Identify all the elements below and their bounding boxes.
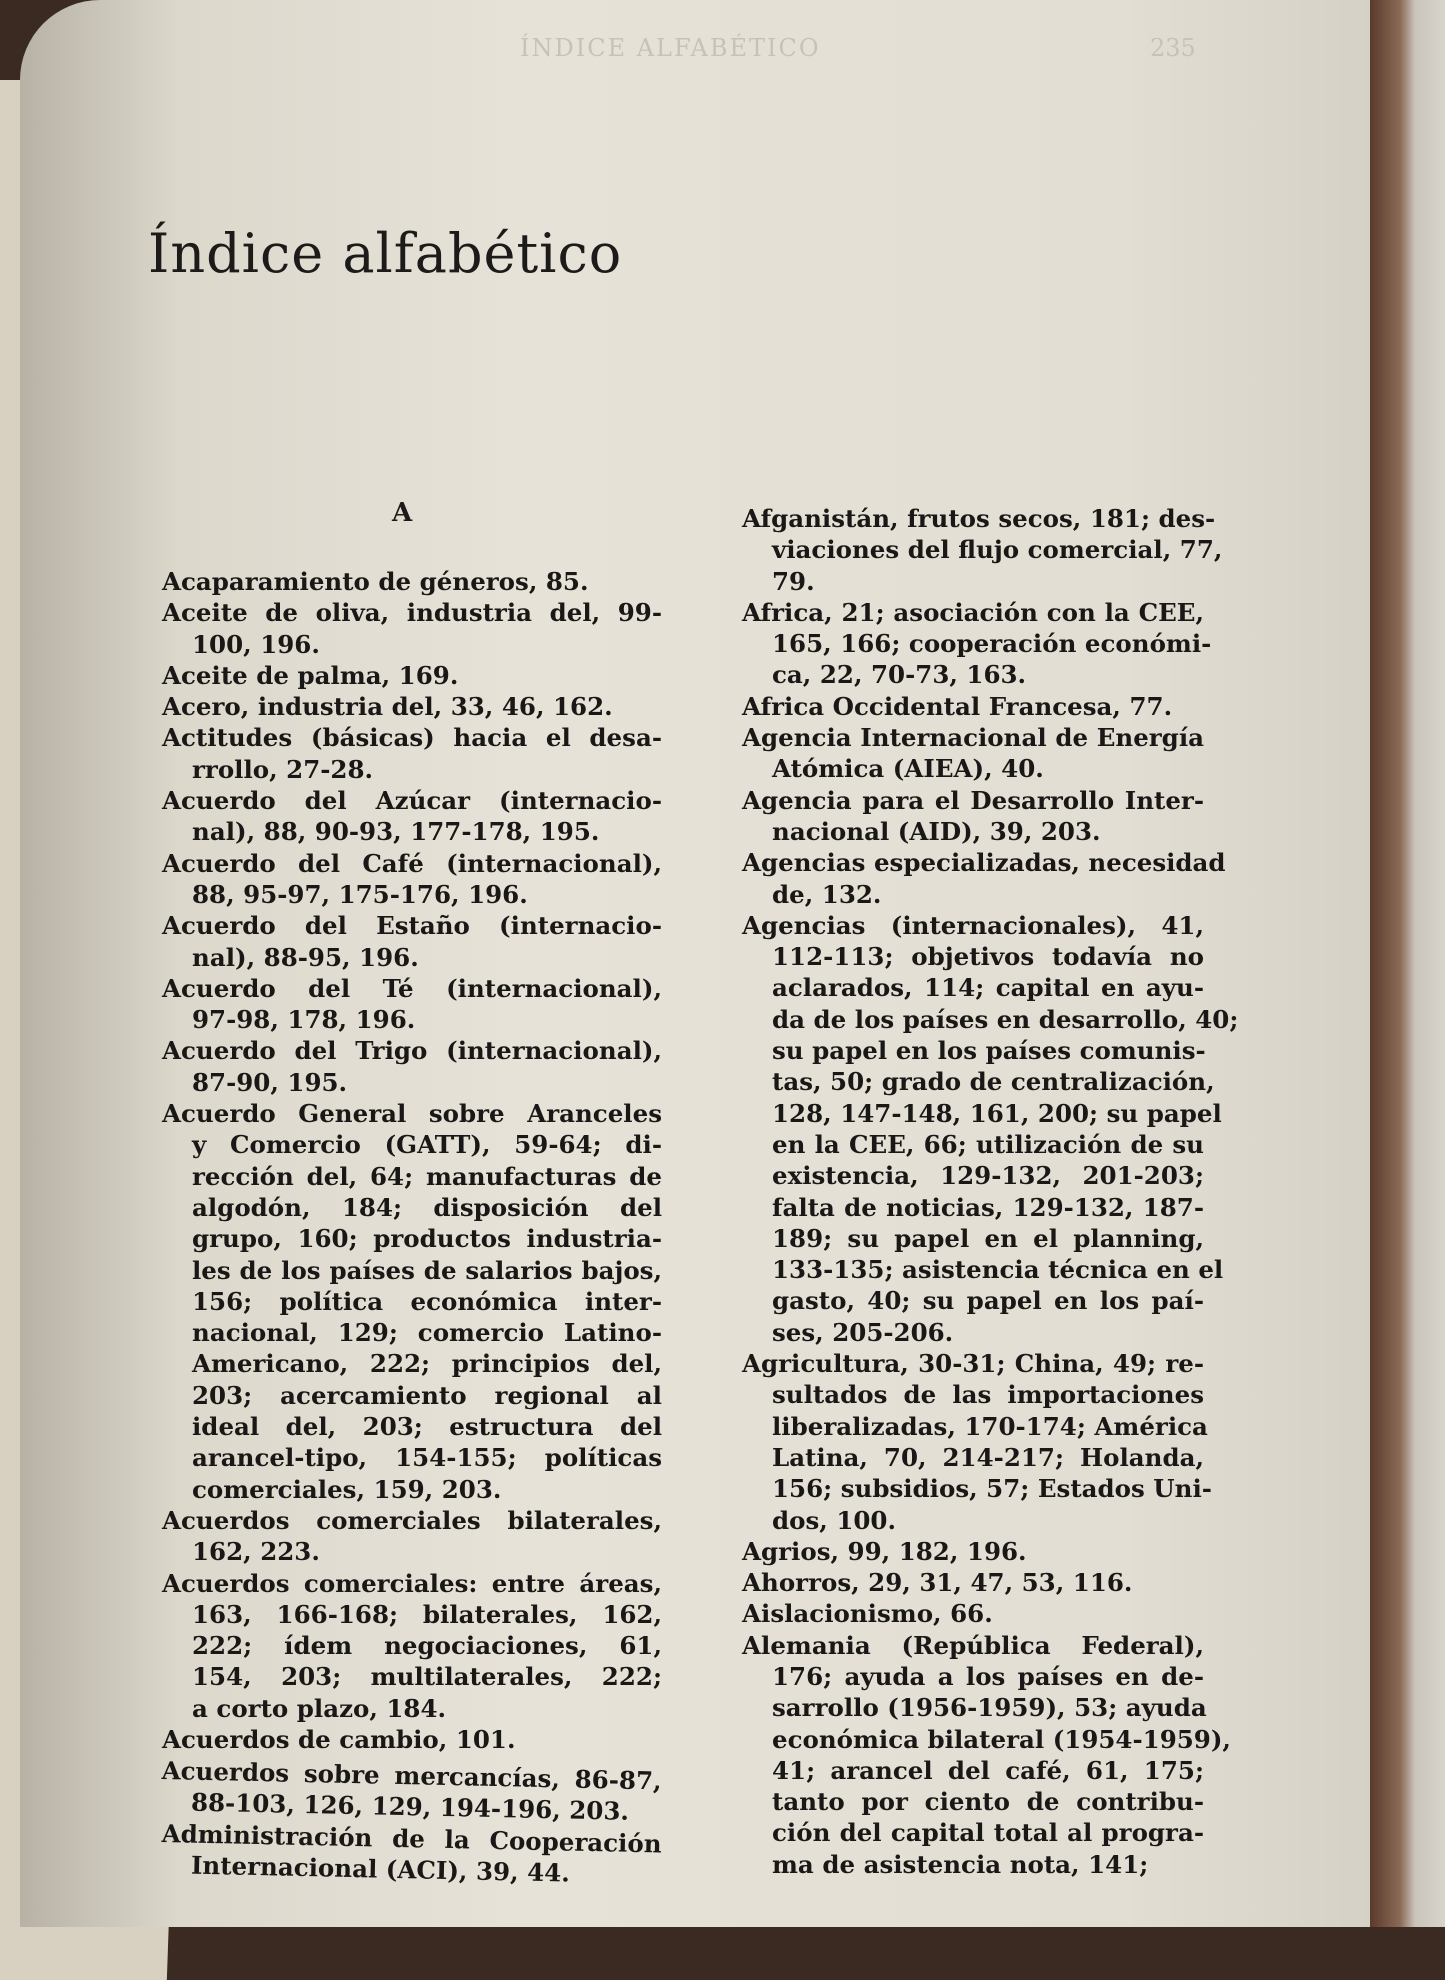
index-entry bbox=[162, 1035, 662, 1098]
index-entry-term: Actitudes (básicas) hacia el desa- bbox=[162, 723, 662, 753]
index-entry-continuation: tanto por ciento de contribu- bbox=[772, 1787, 1204, 1817]
index-entry-continuation: 203; acercamiento regional al bbox=[192, 1380, 662, 1410]
index-column-right bbox=[742, 503, 1239, 1880]
index-entry-continuation: liberalizadas, 170-174; América bbox=[772, 1411, 1208, 1441]
index-entry bbox=[162, 566, 662, 597]
section-letter: A bbox=[392, 498, 413, 528]
index-entry-term: Agencias especializadas, necesidad bbox=[742, 848, 1226, 878]
index-entry-continuation: 156; política económica inter- bbox=[192, 1286, 662, 1316]
index-entry-continuation: a corto plazo, 184. bbox=[192, 1693, 447, 1723]
index-entry-term: Afganistán, frutos secos, 181; des- bbox=[742, 504, 1216, 533]
index-entry-continuation: 79. bbox=[772, 566, 815, 596]
index-entry-term: Acuerdo General sobre Aranceles bbox=[162, 1099, 662, 1129]
book-page bbox=[20, 0, 1370, 1927]
index-entry-continuation: dos, 100. bbox=[772, 1505, 896, 1535]
index-entry-continuation: Latina, 70, 214-217; Holanda, bbox=[772, 1442, 1204, 1472]
index-entry bbox=[742, 1598, 1204, 1629]
index-entry-continuation: rección del, 64; manufacturas de bbox=[192, 1161, 662, 1191]
index-entry-term: Acuerdo del Azúcar (internacio- bbox=[162, 786, 662, 816]
index-entry-continuation: 41; arancel del café, 61, 175; bbox=[772, 1755, 1204, 1785]
index-entry-continuation: ses, 205-206. bbox=[772, 1317, 954, 1347]
index-entry-term: Africa, 21; asociación con la CEE, bbox=[742, 597, 1204, 627]
index-entry-term: Acuerdo del Té (internacional), bbox=[162, 973, 662, 1003]
index-entry-continuation: 154, 203; multilaterales, 222; bbox=[192, 1662, 662, 1692]
index-entry-continuation: viaciones del flujo comercial, 77, bbox=[772, 535, 1223, 565]
index-entry bbox=[162, 910, 662, 973]
index-entry-term: Ahorros, 29, 31, 47, 53, 116. bbox=[742, 1568, 1133, 1598]
page-title: Índice alfabético bbox=[148, 222, 623, 285]
index-entry bbox=[742, 785, 1204, 848]
index-entry bbox=[742, 691, 1204, 722]
index-entry-continuation: 162, 223. bbox=[192, 1537, 320, 1567]
index-entry-term: Acuerdo del Café (internacional), bbox=[162, 848, 662, 878]
index-entry-term: Agencias (internacionales), 41, bbox=[742, 910, 1204, 940]
index-entry bbox=[161, 1818, 662, 1891]
index-entry-term: Agricultura, 30-31; China, 49; re- bbox=[742, 1349, 1204, 1379]
index-entry-term: Acuerdos comerciales bilaterales, bbox=[162, 1505, 662, 1535]
index-entry-term: Agencia Internacional de Energía bbox=[742, 723, 1204, 753]
index-entry-continuation: ción del capital total al progra- bbox=[772, 1818, 1204, 1848]
page-number: 235 bbox=[1150, 34, 1196, 62]
index-entry-term: Acuerdos comerciales: entre áreas, bbox=[162, 1568, 662, 1598]
index-entry-term: Agrios, 99, 182, 196. bbox=[742, 1536, 1027, 1566]
index-entry-continuation: 100, 196. bbox=[192, 629, 320, 659]
index-entry-continuation: nal), 88, 90-93, 177-178, 195. bbox=[192, 817, 600, 847]
index-entry-continuation: falta de noticias, 129-132, 187- bbox=[772, 1192, 1204, 1222]
index-entry-continuation: sultados de las importaciones bbox=[772, 1380, 1204, 1410]
index-entry-continuation: 163, 166-168; bilaterales, 162, bbox=[192, 1599, 662, 1629]
index-entry-term: Aceite de oliva, industria del, 99- bbox=[162, 598, 662, 628]
index-entry-continuation: aclarados, 114; capital en ayu- bbox=[772, 973, 1204, 1003]
index-entry bbox=[162, 722, 662, 785]
index-entry-term: Acuerdo del Estaño (internacio- bbox=[162, 911, 662, 941]
index-entry-term: Alemania (República Federal), bbox=[742, 1630, 1204, 1660]
index-entry-continuation: ma de asistencia nota, 141; bbox=[772, 1849, 1149, 1879]
index-entry-term: Acero, industria del, 33, 46, 162. bbox=[162, 692, 613, 722]
index-entry-continuation: en la CEE, 66; utilización de su bbox=[772, 1129, 1204, 1159]
index-entry-continuation: rrollo, 27-28. bbox=[192, 754, 374, 784]
index-entry-continuation: económica bilateral (1954-1959), bbox=[772, 1724, 1231, 1754]
index-entry-continuation: les de los países de salarios bajos, bbox=[192, 1255, 662, 1285]
index-entry-continuation: su papel en los países comunis- bbox=[772, 1036, 1206, 1066]
running-head: ÍNDICE ALFABÉTICO bbox=[520, 34, 821, 62]
index-entry bbox=[742, 597, 1212, 691]
index-entry bbox=[161, 1755, 662, 1828]
index-entry-continuation: sarrollo (1956-1959), 53; ayuda bbox=[772, 1693, 1207, 1723]
index-entry bbox=[162, 1505, 662, 1568]
index-entry bbox=[742, 722, 1204, 785]
index-entry-continuation: 133-135; asistencia técnica en el bbox=[772, 1255, 1224, 1285]
index-entry-continuation: 222; ídem negociaciones, 61, bbox=[192, 1631, 662, 1661]
index-entry-continuation: 87-90, 195. bbox=[192, 1067, 348, 1097]
index-entry-continuation: gasto, 40; su papel en los paí- bbox=[772, 1286, 1204, 1316]
index-entry-continuation: existencia, 129-132, 201-203; bbox=[772, 1161, 1204, 1191]
index-entry-continuation: grupo, 160; productos industria- bbox=[192, 1224, 662, 1254]
index-entry-term: Acaparamiento de géneros, 85. bbox=[162, 567, 589, 596]
index-entry-continuation: nal), 88-95, 196. bbox=[192, 942, 419, 972]
index-entry-continuation: 88, 95-97, 175-176, 196. bbox=[192, 879, 528, 909]
index-entry-continuation: tas, 50; grado de centralización, bbox=[772, 1067, 1215, 1097]
index-entry-continuation: ca, 22, 70-73, 163. bbox=[772, 660, 1027, 690]
index-entry-term: Administración de la Cooperación bbox=[161, 1818, 662, 1859]
index-entry bbox=[742, 847, 1226, 910]
index-entry bbox=[742, 503, 1223, 597]
index-entry bbox=[162, 691, 662, 722]
index-entry bbox=[742, 910, 1239, 1348]
index-entry-continuation: 165, 166; cooperación económi- bbox=[772, 629, 1212, 659]
index-column-left bbox=[161, 566, 662, 1888]
index-entry-continuation: 128, 147-148, 161, 200; su papel bbox=[772, 1098, 1222, 1128]
index-entry bbox=[162, 597, 662, 660]
index-entry bbox=[162, 660, 662, 691]
index-entry-continuation: 176; ayuda a los países en de- bbox=[772, 1661, 1204, 1691]
index-entry-term: Aceite de palma, 169. bbox=[162, 660, 459, 690]
index-entry bbox=[162, 973, 662, 1036]
index-entry-term: Agencia para el Desarrollo Inter- bbox=[742, 785, 1204, 815]
index-entry bbox=[742, 1348, 1212, 1536]
index-entry-continuation: 97-98, 178, 196. bbox=[192, 1005, 416, 1035]
index-entry bbox=[162, 785, 662, 848]
index-entry-continuation: Atómica (AIEA), 40. bbox=[772, 754, 1044, 784]
index-entry-continuation: 112-113; objetivos todavía no bbox=[772, 942, 1204, 972]
index-entry bbox=[162, 1724, 662, 1755]
index-entry-term: Acuerdos sobre mercancías, 86-87, bbox=[161, 1756, 662, 1796]
index-entry bbox=[162, 848, 662, 911]
index-entry-continuation: da de los países en desarrollo, 40; bbox=[772, 1004, 1239, 1034]
index-entry-continuation: 156; subsidios, 57; Estados Uni- bbox=[772, 1474, 1212, 1504]
index-entry-continuation: y Comercio (GATT), 59-64; di- bbox=[192, 1130, 662, 1160]
index-entry bbox=[162, 1098, 662, 1505]
background-bookshelf bbox=[1370, 0, 1445, 1927]
index-entry bbox=[742, 1536, 1204, 1567]
index-entry-continuation: 88-103, 126, 129, 194-196, 203. bbox=[190, 1788, 630, 1827]
index-entry-continuation: algodón, 184; disposición del bbox=[192, 1192, 662, 1222]
index-entry-continuation: Internacional (ACI), 39, 44. bbox=[190, 1850, 571, 1888]
index-entry bbox=[162, 1568, 662, 1724]
index-entry bbox=[742, 1630, 1231, 1880]
index-entry-continuation: ideal del, 203; estructura del bbox=[192, 1412, 662, 1442]
index-entry-continuation: nacional, 129; comercio Latino- bbox=[192, 1318, 662, 1348]
index-entry-term: Aislacionismo, 66. bbox=[742, 1599, 993, 1629]
index-entry-continuation: Americano, 222; principios del, bbox=[192, 1349, 662, 1379]
index-entry-term: Acuerdos de cambio, 101. bbox=[162, 1724, 516, 1754]
index-entry-continuation: comerciales, 159, 203. bbox=[192, 1474, 502, 1504]
index-entry-continuation: de, 132. bbox=[772, 879, 882, 909]
index-entry-term: Africa Occidental Francesa, 77. bbox=[742, 691, 1173, 721]
index-entry-term: Acuerdo del Trigo (internacional), bbox=[162, 1036, 662, 1066]
index-entry-continuation: 189; su papel en el planning, bbox=[772, 1223, 1204, 1253]
index-entry-continuation: arancel-tipo, 154-155; políticas bbox=[192, 1443, 662, 1473]
index-entry-continuation: nacional (AID), 39, 203. bbox=[772, 816, 1101, 846]
index-entry bbox=[742, 1567, 1204, 1598]
